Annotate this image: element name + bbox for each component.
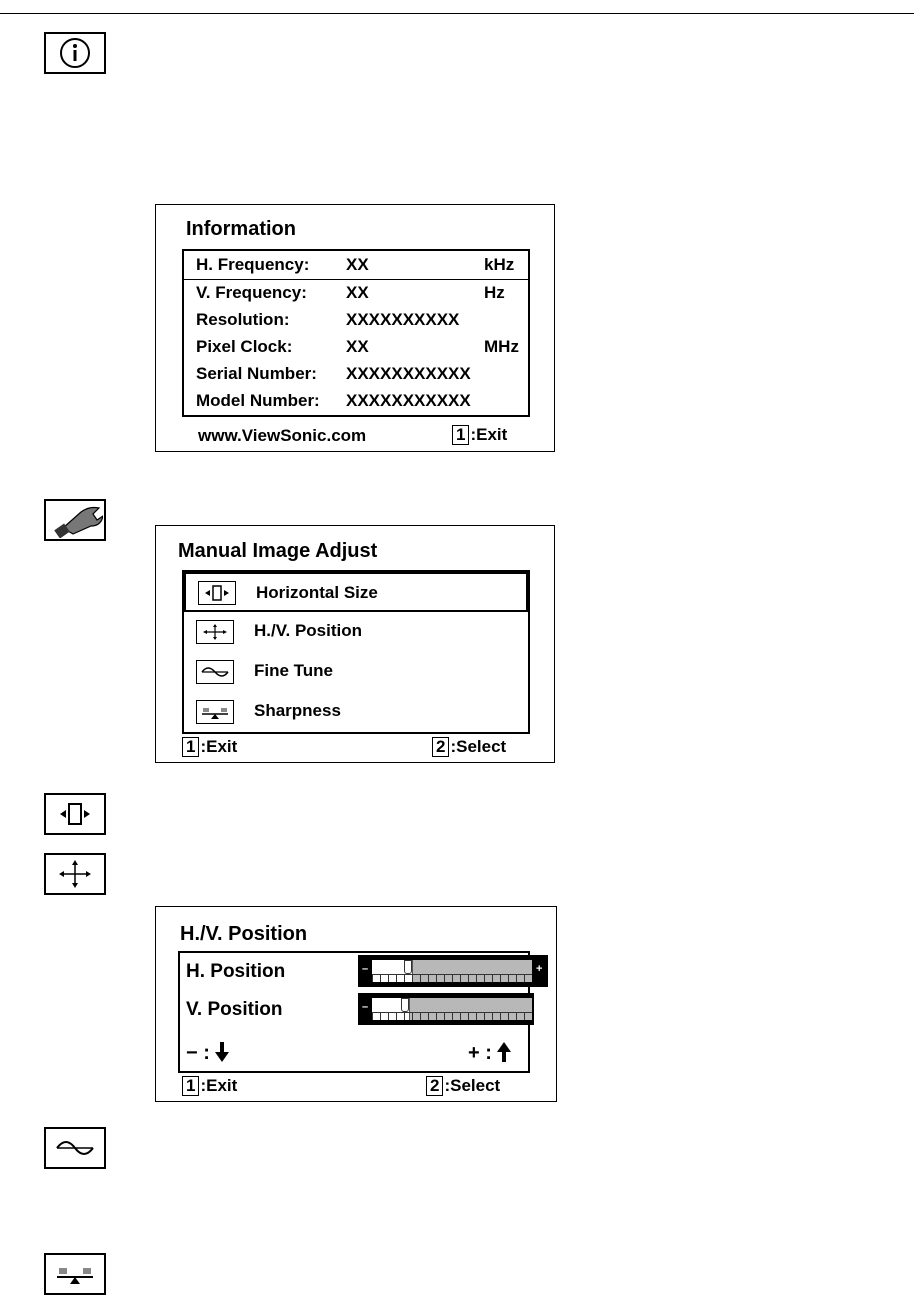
info-label: H. Frequency: bbox=[196, 255, 310, 274]
info-value: XXXXXXXXXX bbox=[346, 310, 460, 329]
hv-position-icon bbox=[196, 620, 234, 644]
horizontal-size-icon bbox=[198, 581, 236, 605]
menu-item-hv-position[interactable] bbox=[184, 614, 528, 654]
minus-hint bbox=[186, 1041, 229, 1065]
key-1[interactable]: 1 bbox=[182, 737, 199, 757]
key-2[interactable]: 2 bbox=[432, 737, 449, 757]
info-icon bbox=[44, 32, 106, 74]
hv-position-title: H./V. Position bbox=[180, 923, 308, 945]
key-1[interactable]: 1 bbox=[182, 1076, 199, 1096]
info-label: Model Number: bbox=[196, 391, 320, 410]
exit-hint bbox=[452, 425, 507, 445]
information-table bbox=[182, 249, 530, 417]
wrench-icon bbox=[44, 499, 106, 541]
slider-handle[interactable] bbox=[401, 998, 409, 1012]
h-position-label: H. Position bbox=[186, 961, 286, 982]
info-unit: kHz bbox=[484, 255, 515, 274]
up-arrow-icon bbox=[497, 1041, 511, 1063]
info-label: Pixel Clock: bbox=[196, 337, 293, 356]
horizontal-size-icon bbox=[44, 793, 106, 835]
key-2[interactable]: 2 bbox=[426, 1076, 443, 1096]
down-arrow-icon bbox=[215, 1041, 229, 1063]
info-value: XX bbox=[346, 255, 369, 274]
menu-item-horizontal-size[interactable] bbox=[184, 572, 528, 612]
info-row-resolution bbox=[184, 307, 528, 333]
hv-position-icon bbox=[44, 853, 106, 895]
info-unit: MHz bbox=[484, 337, 519, 356]
plus-sign: + bbox=[536, 963, 543, 975]
info-row-model-number bbox=[184, 387, 528, 415]
exit-hint bbox=[182, 737, 237, 757]
information-panel bbox=[155, 204, 555, 452]
menu-item-label: Sharpness bbox=[254, 701, 341, 720]
slider-ticks bbox=[372, 974, 532, 982]
slider-handle[interactable] bbox=[404, 960, 412, 974]
information-title: Information bbox=[186, 218, 296, 240]
manual-adjust-panel bbox=[155, 525, 555, 763]
info-value: XXXXXXXXXXX bbox=[346, 391, 471, 410]
slider-ticks bbox=[372, 1012, 532, 1020]
info-label: Resolution: bbox=[196, 310, 290, 329]
v-position-label: V. Position bbox=[186, 999, 283, 1020]
info-value: XX bbox=[346, 337, 369, 356]
info-row-pixel-clock bbox=[184, 333, 528, 359]
sharpness-icon bbox=[44, 1253, 106, 1295]
info-row-h-frequency bbox=[184, 251, 528, 280]
menu-item-sharpness[interactable] bbox=[184, 694, 528, 734]
hv-position-panel bbox=[155, 906, 557, 1102]
info-unit: Hz bbox=[484, 283, 505, 302]
exit-label: :Exit bbox=[470, 425, 508, 444]
menu-item-label: Fine Tune bbox=[254, 661, 334, 680]
info-row-serial-number bbox=[184, 361, 528, 387]
minus-sign: – bbox=[362, 963, 369, 975]
hv-position-controls bbox=[178, 951, 543, 1073]
plus-hint bbox=[468, 1041, 511, 1065]
header-rule bbox=[0, 13, 914, 14]
info-value: XX bbox=[346, 283, 369, 302]
info-label: V. Frequency: bbox=[196, 283, 307, 302]
exit-label: :Exit bbox=[200, 737, 238, 756]
exit-hint bbox=[182, 1076, 237, 1096]
slider-track bbox=[372, 998, 532, 1020]
key-1[interactable]: 1 bbox=[452, 425, 469, 445]
menu-item-label: H./V. Position bbox=[254, 621, 363, 640]
exit-label: :Exit bbox=[200, 1076, 238, 1095]
menu-item-fine-tune[interactable] bbox=[184, 654, 528, 694]
info-row-v-frequency bbox=[184, 281, 528, 307]
minus-hint-label: − : bbox=[186, 1042, 210, 1064]
select-hint bbox=[432, 737, 506, 757]
manual-adjust-menu bbox=[182, 570, 530, 734]
manual-adjust-title: Manual Image Adjust bbox=[178, 540, 378, 562]
fine-tune-icon bbox=[196, 660, 234, 684]
v-position-slider[interactable] bbox=[358, 993, 534, 1025]
select-label: :Select bbox=[450, 737, 507, 756]
slider-track bbox=[372, 960, 532, 982]
h-position-slider[interactable] bbox=[358, 955, 548, 987]
viewsonic-url[interactable]: www.ViewSonic.com bbox=[198, 426, 367, 445]
info-value: XXXXXXXXXXX bbox=[346, 364, 471, 383]
plus-hint-label: + : bbox=[468, 1042, 492, 1064]
minus-sign: – bbox=[362, 1001, 369, 1013]
menu-item-label: Horizontal Size bbox=[256, 583, 378, 602]
sharpness-icon bbox=[196, 700, 234, 724]
select-label: :Select bbox=[444, 1076, 501, 1095]
fine-tune-icon bbox=[44, 1127, 106, 1169]
info-label: Serial Number: bbox=[196, 364, 317, 383]
select-hint bbox=[426, 1076, 500, 1096]
